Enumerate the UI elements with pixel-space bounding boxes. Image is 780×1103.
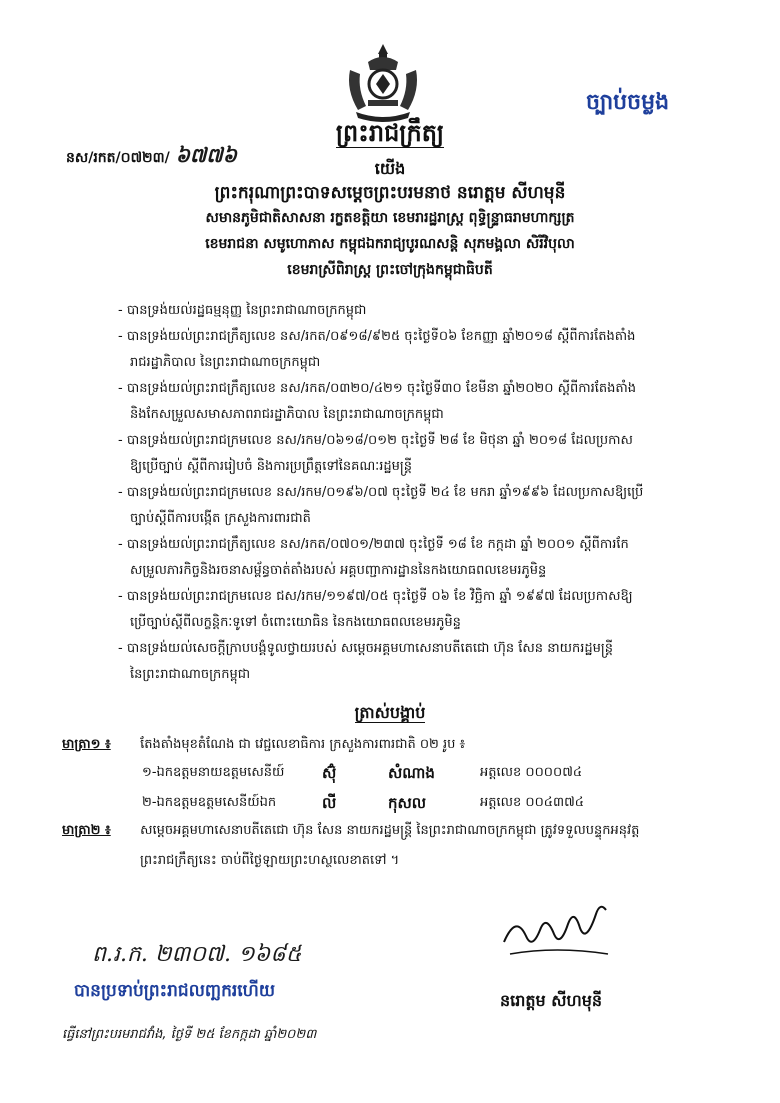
list-item: - បានទ្រង់យល់ព្រះរាជក្រមលេខ នស/រកម/០៦១៨/០១២ ចុះថ្ងៃទី ២៨ ខែ មិថុនា ឆ្នាំ ២០១៨ ដែលប្រកាស ឱ្យប្រើច្បាប់ ស្តីពីការរៀបចំ និងការប្រព្រឹត្តទៅនៃគណៈរដ្ឋមន្ត្រី [118,433,633,474]
king-title-line3: ខេមរាជនា សមូហោភាស កម្ពុជឯករាជ្យបូរណសន្តិ សុភមង្គលា សិរីវិបុលា [205,236,575,252]
appointee-row [142,764,582,786]
appointee-given-name: សំណាង [388,764,435,782]
appointee-id: អត្តលេខ ០០៤៣៧៤ [480,795,584,810]
appointee-row [142,794,584,816]
royal-signature [496,884,616,974]
king-name: នរោត្តម សីហមុនី [500,991,603,1010]
king-title-line2: សមានភូមិជាតិសាសនា រក្ខតខត្តិយា ខេមរារដ្ឋរាស្ត្រ ពុទ្ធិន្ទ្រាធរាមហាក្សត្រ [205,210,575,226]
article-1 [62,736,465,755]
appointee-rank: ២-ឯកឧត្តមឧត្តមសេនីយ៍ឯក [142,795,277,810]
article-1-label: មាត្រា១ ៖ [62,737,111,752]
article-2 [62,822,639,841]
king-title-line1: ព្រះករុណាព្រះបាទសម្តេចព្រះបរមនាថ នរោត្តម សីហមុនី [214,183,566,203]
list-item: - បានទ្រង់យល់ព្រះរាជក្រមលេខ នស/រកម/០១៩៦/០៧ ចុះថ្ងៃទី ២៤ ខែ មករា ឆ្នាំ១៩៩៦ ដែលប្រកាសឱ្យប្រើ ច្បាប់ស្តីពីការបង្កើត ក្រសួងការពារជាតិ [118,485,644,526]
list-item: - បានទ្រង់យល់ព្រះរាជក្រឹត្យលេខ នស/រកត/០៣២០/៤២១ ចុះថ្ងៃទី៣០ ខែមីនា ឆ្នាំ២០២០ ស្តីពីការតែងតាំង និងកែសម្រួលសមាសភាពរាជរដ្ឋាភិបាល នៃព្រះរាជាណាចក្រកម្ពុជា [118,381,637,422]
done-at-line: ធ្វើនៅព្រះបរមរាជវាំង, ថ្ងៃទី ២៥ ខែកក្កដា ឆ្នាំ២០២៣ [62,1027,317,1042]
king-title-line4: ខេមរាស្រីពិរាស្ត្រ ព្រះចៅក្រុងកម្ពុជាធិបតី [287,262,493,278]
yerng: យើង [374,159,406,178]
article-1-text: តែងតាំងមុខតំណែង ជា វេជ្ជលេខាធិការ ក្រសួងការពារជាតិ ០២ រូប ៖ [140,737,466,752]
list-item: - បានទ្រង់យល់សេចក្តីក្រាបបង្គំទូលថ្វាយរបស់ សម្តេចអគ្គមហាសេនាបតីតេជោ ហ៊ុន សែន នាយករដ្ឋមន្ត្រី នៃព្រះរាជាណាចក្រកម្ពុជា [118,641,613,682]
list-item: - បានទ្រង់យល់រដ្ឋធម្មនុញ្ញ នៃព្រះរាជាណាចក្រកម្ពុជា [118,303,367,318]
registration-stamp: បានប្រទាប់ព្រះរាជលញ្ឆករហើយ [74,981,276,1001]
appointee-surname: លី [322,794,337,812]
list-item: - បានទ្រង់យល់ព្រះរាជក្រឹត្យលេខ នស/រកត/០៩១៨/៩២៥ ចុះថ្ងៃទី០៦ ខែកញ្ញា ឆ្នាំ២០១៨ ស្តីពីការតែងតាំង រាជរដ្ឋាភិបាល នៃព្រះរាជាណាចក្រកម្ពុជា [118,329,636,370]
registration-number-handwritten: ព.រ.ក. ២៣០៧. ១៦៨៥ [92,942,302,967]
copy-stamp: ច្បាប់ចម្លង [586,90,670,115]
appointee-surname: ស៊ុំ [322,764,337,782]
decree-heading: ត្រាស់បង្គាប់ [354,703,426,722]
list-item: - បានទ្រង់យល់ព្រះរាជក្រមលេខ ជស/រកម/១១៩៧/០៥ ចុះថ្ងៃទី ០៦ ខែ វិច្ឆិកា ឆ្នាំ ១៩៩៧ ដែលប្រកាសឱ្យ ប្រើច្បាប់ស្តីពីលក្ខន្តិកៈទូទៅ ចំពោះយោធិន នៃកងយោធពលខេមរភូមិន្ទ [118,589,633,630]
reference-number-text: នស/រកត/០៧២៣/ [66,150,170,166]
reference-number-handwritten: ៦៧៧៦ [175,143,237,167]
appointee-rank: ១-ឯកឧត្តមនាយឧត្តមសេនីយ៍ [142,765,285,780]
appointee-id: អត្តលេខ ០០០០៧៤ [480,765,583,780]
appointee-given-name: កុសល [388,794,427,812]
considerations-list [118,298,718,688]
article-2-text: សម្តេចអគ្គមហាសេនាបតីតេជោ ហ៊ុន សែន នាយករដ្ឋមន្ត្រី នៃព្រះរាជាណាចក្រកម្ពុជា ត្រូវទទួលបន្ទុកអនុវត្ត [140,823,640,838]
article-2-label: មាត្រា២ ៖ [62,823,111,838]
document-title: ព្រះរាជក្រឹត្យ [335,119,445,147]
list-item: - បានទ្រង់យល់ព្រះរាជក្រឹត្យលេខ នស/រកត/០៧០១/២៣៧ ចុះថ្ងៃទី ១៨ ខែ កក្កដា ឆ្នាំ ២០០១ ស្តីពីការកែ សម្រួលភារកិច្ចនិងរចនាសម្ព័ន្ធចាត់តាំងរបស់ អគ្គបញ្ជាការដ្ឋាននៃកងយោធពលខេមរភូមិន្ទ [118,537,629,578]
article-2-text-continued: ព្រះរាជក្រឹត្យនេះ ចាប់ពីថ្ងៃឡាយព្រះហស្ថលេខាតទៅ ។ [140,853,400,868]
royal-emblem-icon [338,40,428,122]
